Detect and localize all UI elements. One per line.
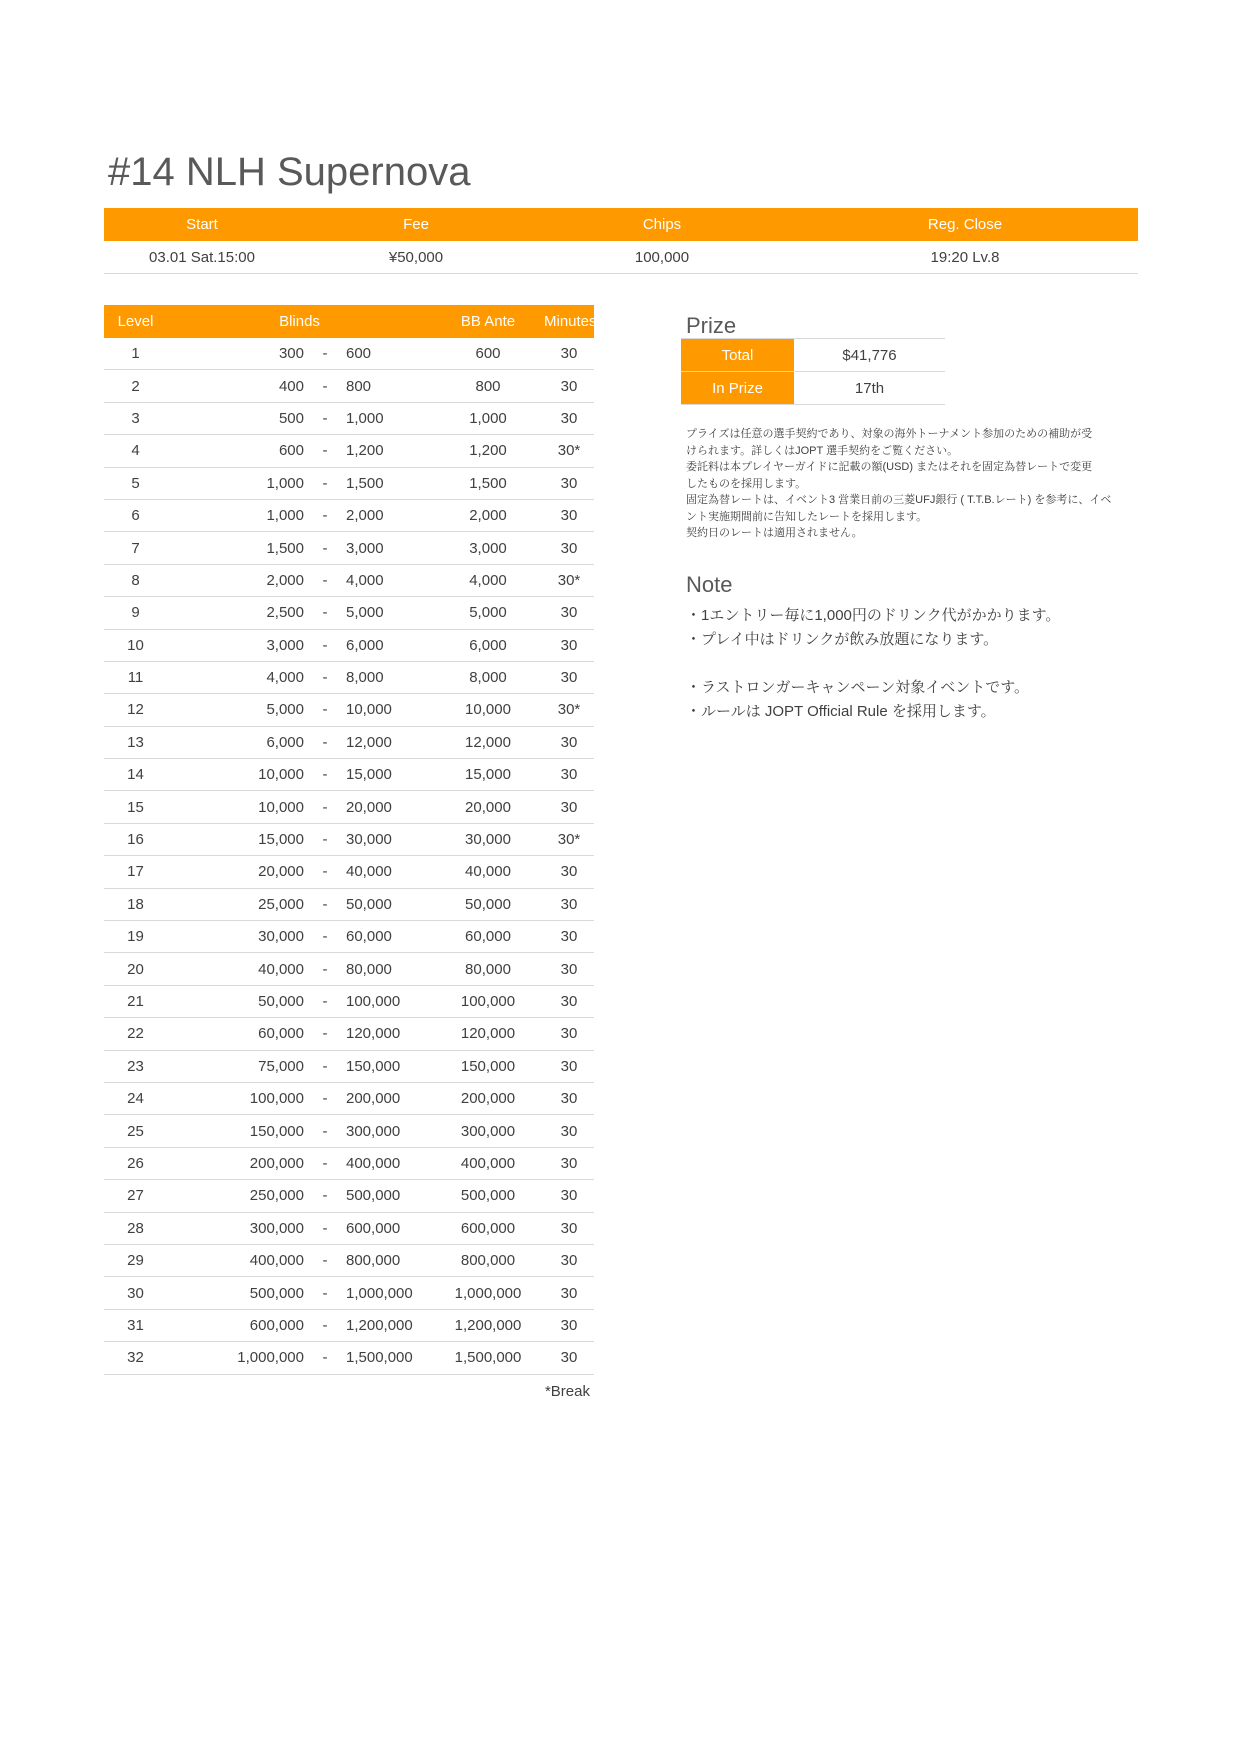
small-blind-cell: 5,000 xyxy=(266,701,304,719)
blind-level-row xyxy=(104,1051,594,1083)
note-line: ・1エントリー毎に1,000円のドリンク代がかかります。 xyxy=(686,607,1061,624)
big-blind-cell: 500,000 xyxy=(346,1187,401,1205)
small-blind-cell: 4,000 xyxy=(266,669,304,687)
big-blind-cell: 3,000 xyxy=(346,539,384,557)
small-blind-cell: 1,000,000 xyxy=(237,1349,304,1367)
minutes-cell: 30 xyxy=(560,1284,578,1302)
prize-note-line: けられます。詳しくはJOPT 選手契約をご覧ください。 xyxy=(686,444,959,457)
level-cell: 11 xyxy=(127,669,144,687)
ante-cell: 20,000 xyxy=(465,798,511,816)
minutes-cell: 30 xyxy=(560,345,578,363)
blind-level-row xyxy=(104,1213,594,1245)
big-blind-cell: 600 xyxy=(346,345,372,363)
blind-level-row xyxy=(104,1245,594,1277)
blind-separator: - xyxy=(322,798,328,816)
minutes-cell: 30 xyxy=(560,1057,578,1075)
ante-cell: 15,000 xyxy=(465,766,511,784)
blind-separator: - xyxy=(322,701,328,719)
minutes-cell: 30 xyxy=(560,1025,578,1043)
ante-cell: 6,000 xyxy=(469,636,507,654)
blind-separator: - xyxy=(322,863,328,881)
level-cell: 29 xyxy=(127,1252,144,1270)
level-cell: 15 xyxy=(127,798,144,816)
minutes-cell: 30 xyxy=(560,1219,578,1237)
level-cell: 12 xyxy=(127,701,144,719)
blind-level-row xyxy=(104,500,594,532)
prize-label: Total xyxy=(681,339,794,371)
blind-level-row xyxy=(104,1342,594,1374)
ante-cell: 30,000 xyxy=(465,831,511,849)
ante-cell: 120,000 xyxy=(460,1025,516,1043)
note-spacer xyxy=(686,652,1126,676)
ante-cell: 600,000 xyxy=(460,1219,516,1237)
blind-level-row xyxy=(104,791,594,823)
note-body xyxy=(686,604,1126,724)
level-cell: 23 xyxy=(127,1057,144,1075)
big-blind-cell: 400,000 xyxy=(346,1154,401,1172)
prize-table xyxy=(681,339,945,405)
big-blind-cell: 800 xyxy=(346,377,372,395)
big-blind-cell: 20,000 xyxy=(346,798,392,816)
prize-note-line: したものを採用します。 xyxy=(686,477,807,490)
level-cell: 20 xyxy=(127,960,144,978)
blind-separator: - xyxy=(322,1090,328,1108)
minutes-cell: 30 xyxy=(560,539,578,557)
big-blind-cell: 1,500,000 xyxy=(346,1349,413,1367)
ante-cell: 600 xyxy=(475,345,501,363)
big-blind-cell: 300,000 xyxy=(346,1122,401,1140)
level-cell: 7 xyxy=(131,539,140,557)
big-blind-cell: 12,000 xyxy=(346,733,392,751)
fee-header: Fee xyxy=(403,216,429,233)
minutes-cell: 30 xyxy=(560,733,578,751)
prize-label: In Prize xyxy=(681,372,794,404)
minutes-cell: 30* xyxy=(557,571,581,589)
ante-cell: 50,000 xyxy=(465,895,511,913)
blind-level-row xyxy=(104,370,594,402)
ante-cell: 1,500 xyxy=(469,474,507,492)
prize-row-total xyxy=(681,339,945,372)
ante-cell: 3,000 xyxy=(469,539,507,557)
blind-level-row xyxy=(104,597,594,629)
small-blind-cell: 300,000 xyxy=(249,1219,304,1237)
big-blind-cell: 4,000 xyxy=(346,571,384,589)
blind-level-row xyxy=(104,338,594,370)
minutes-cell: 30 xyxy=(560,766,578,784)
blind-separator: - xyxy=(322,766,328,784)
level-cell: 4 xyxy=(131,442,140,460)
minutes-header: Minutes xyxy=(544,313,597,330)
ante-cell: 12,000 xyxy=(465,733,511,751)
small-blind-cell: 400,000 xyxy=(249,1252,304,1270)
big-blind-cell: 2,000 xyxy=(346,507,384,525)
big-blind-cell: 8,000 xyxy=(346,669,384,687)
minutes-cell: 30 xyxy=(560,960,578,978)
small-blind-cell: 600 xyxy=(278,442,304,460)
level-cell: 2 xyxy=(131,377,140,395)
fee-value: ¥50,000 xyxy=(388,248,444,266)
blind-level-row xyxy=(104,889,594,921)
event-info-header xyxy=(104,208,1138,241)
small-blind-cell: 1,500 xyxy=(266,539,304,557)
ante-cell: 150,000 xyxy=(460,1057,516,1075)
blind-separator: - xyxy=(322,1057,328,1075)
big-blind-cell: 1,200 xyxy=(346,442,384,460)
blind-separator: - xyxy=(322,442,328,460)
small-blind-cell: 75,000 xyxy=(258,1057,304,1075)
level-cell: 22 xyxy=(127,1025,144,1043)
minutes-cell: 30 xyxy=(560,1187,578,1205)
minutes-cell: 30 xyxy=(560,863,578,881)
ante-cell: 500,000 xyxy=(460,1187,516,1205)
small-blind-cell: 1,000 xyxy=(266,474,304,492)
level-cell: 30 xyxy=(127,1284,144,1302)
blind-separator: - xyxy=(322,1219,328,1237)
blind-level-row xyxy=(104,856,594,888)
level-cell: 25 xyxy=(127,1122,144,1140)
ante-cell: 2,000 xyxy=(469,507,507,525)
prize-note-line: 委託料は本プレイヤーガイドに記載の額(USD) またはそれを固定為替レートで変更 xyxy=(686,461,1093,473)
small-blind-cell: 2,000 xyxy=(266,571,304,589)
blind-separator: - xyxy=(322,539,328,557)
minutes-cell: 30 xyxy=(560,993,578,1010)
ante-cell: 1,200,000 xyxy=(454,1316,522,1334)
minutes-cell: 30 xyxy=(560,928,578,946)
minutes-cell: 30 xyxy=(560,636,578,654)
note-title: Note xyxy=(686,572,733,597)
minutes-cell: 30 xyxy=(560,1090,578,1108)
small-blind-cell: 25,000 xyxy=(258,895,304,913)
big-blind-cell: 120,000 xyxy=(346,1025,401,1043)
blind-separator: - xyxy=(322,345,328,363)
note-line: ・ラストロンガーキャンペーン対象イベントです。 xyxy=(686,679,1030,696)
blind-level-row xyxy=(104,630,594,662)
level-cell: 10 xyxy=(127,636,144,654)
level-cell: 26 xyxy=(127,1154,144,1172)
minutes-cell: 30 xyxy=(560,1122,578,1140)
blind-separator: - xyxy=(322,636,328,654)
break-legend: *Break xyxy=(544,1383,590,1400)
event-info-table xyxy=(104,208,1138,274)
page-title: #14 NLH Supernova xyxy=(108,150,471,194)
blind-separator: - xyxy=(322,1187,328,1205)
minutes-cell: 30 xyxy=(560,507,578,525)
blind-level-row xyxy=(104,1148,594,1180)
level-cell: 31 xyxy=(127,1316,144,1334)
level-cell: 16 xyxy=(127,831,144,849)
small-blind-cell: 200,000 xyxy=(249,1154,304,1172)
minutes-cell: 30 xyxy=(560,1154,578,1172)
small-blind-cell: 50,000 xyxy=(258,993,304,1010)
minutes-cell: 30* xyxy=(557,442,581,460)
blind-separator: - xyxy=(322,377,328,395)
level-header: Level xyxy=(117,313,154,330)
blind-level-row xyxy=(104,468,594,500)
big-blind-cell: 5,000 xyxy=(346,604,384,622)
blind-level-row xyxy=(104,1277,594,1309)
big-blind-cell: 1,500 xyxy=(346,474,384,492)
ante-cell: 1,000 xyxy=(469,409,507,427)
level-cell: 14 xyxy=(127,766,144,784)
small-blind-cell: 40,000 xyxy=(258,960,304,978)
small-blind-cell: 250,000 xyxy=(249,1187,304,1205)
minutes-cell: 30 xyxy=(560,798,578,816)
prize-title: Prize xyxy=(686,313,737,338)
blind-separator: - xyxy=(322,409,328,427)
level-cell: 32 xyxy=(127,1349,144,1367)
small-blind-cell: 3,000 xyxy=(266,636,304,654)
minutes-cell: 30 xyxy=(560,409,578,427)
minutes-cell: 30 xyxy=(560,474,578,492)
big-blind-cell: 1,000 xyxy=(346,409,384,427)
blind-separator: - xyxy=(322,928,328,946)
ante-cell: 4,000 xyxy=(469,571,507,589)
ante-cell: 100,000 xyxy=(460,993,516,1010)
small-blind-cell: 20,000 xyxy=(258,863,304,881)
blind-table-header xyxy=(104,305,597,338)
level-cell: 28 xyxy=(127,1219,144,1237)
minutes-cell: 30 xyxy=(560,1252,578,1270)
prize-notes xyxy=(686,426,1132,542)
small-blind-cell: 10,000 xyxy=(258,766,304,784)
level-cell: 8 xyxy=(131,571,140,589)
blind-level-row xyxy=(104,759,594,791)
reg-close-header: Reg. Close xyxy=(927,216,1003,233)
blind-separator: - xyxy=(322,1284,328,1302)
blind-separator: - xyxy=(322,993,328,1010)
blind-separator: - xyxy=(322,895,328,913)
blind-separator: - xyxy=(322,474,328,492)
level-cell: 5 xyxy=(131,474,140,492)
big-blind-cell: 1,200,000 xyxy=(346,1316,413,1334)
minutes-cell: 30* xyxy=(557,701,581,719)
small-blind-cell: 60,000 xyxy=(258,1025,304,1043)
small-blind-cell: 600,000 xyxy=(249,1316,304,1334)
ante-cell: 1,200 xyxy=(469,442,507,460)
big-blind-cell: 15,000 xyxy=(346,766,392,784)
big-blind-cell: 200,000 xyxy=(346,1090,401,1108)
big-blind-cell: 40,000 xyxy=(346,863,392,881)
blind-level-row xyxy=(104,532,594,564)
prize-note-line: ント実施期間前に告知したレートを採用します。 xyxy=(686,510,928,523)
reg-close-value: 19:20 Lv.8 xyxy=(930,248,1000,266)
chips-value: 100,000 xyxy=(634,248,690,266)
level-cell: 24 xyxy=(127,1090,144,1108)
small-blind-cell: 30,000 xyxy=(258,928,304,946)
minutes-cell: 30 xyxy=(560,1316,578,1334)
level-cell: 17 xyxy=(127,863,144,881)
blind-level-row xyxy=(104,1115,594,1147)
blind-separator: - xyxy=(322,733,328,751)
note-line: ・ルールは JOPT Official Rule を採用します。 xyxy=(686,703,996,720)
blind-separator: - xyxy=(322,1316,328,1334)
ante-cell: 60,000 xyxy=(465,928,511,946)
prize-note-line: 契約日のレートは適用されません。 xyxy=(686,527,863,539)
big-blind-cell: 30,000 xyxy=(346,831,392,849)
big-blind-cell: 100,000 xyxy=(346,993,401,1010)
small-blind-cell: 6,000 xyxy=(266,733,304,751)
blind-separator: - xyxy=(322,1122,328,1140)
ante-cell: 10,000 xyxy=(465,701,511,719)
prize-value: 17th xyxy=(854,379,885,397)
big-blind-cell: 6,000 xyxy=(346,636,384,654)
small-blind-cell: 1,000 xyxy=(266,507,304,525)
prize-value: $41,776 xyxy=(842,346,897,364)
blind-level-row xyxy=(104,1083,594,1115)
blind-level-row xyxy=(104,403,594,435)
small-blind-cell: 500 xyxy=(278,409,304,427)
level-cell: 1 xyxy=(131,345,140,363)
minutes-cell: 30 xyxy=(560,604,578,622)
note-line: ・プレイ中はドリンクが飲み放題になります。 xyxy=(686,631,999,648)
blind-level-row xyxy=(104,921,594,953)
blind-separator: - xyxy=(322,1349,328,1367)
big-blind-cell: 600,000 xyxy=(346,1219,401,1237)
blind-structure-table xyxy=(104,305,597,1375)
level-cell: 3 xyxy=(131,409,140,427)
blind-level-row xyxy=(104,1310,594,1342)
big-blind-cell: 80,000 xyxy=(346,960,392,978)
minutes-cell: 30 xyxy=(560,377,578,395)
blind-separator: - xyxy=(322,669,328,687)
ante-cell: 5,000 xyxy=(469,604,507,622)
ante-cell: 400,000 xyxy=(460,1154,516,1172)
blind-level-row xyxy=(104,1018,594,1050)
blind-table-body xyxy=(104,338,594,1375)
blind-separator: - xyxy=(322,1154,328,1172)
blind-level-row xyxy=(104,824,594,856)
blind-separator: - xyxy=(322,571,328,589)
level-cell: 21 xyxy=(127,993,144,1010)
big-blind-cell: 150,000 xyxy=(346,1057,401,1075)
minutes-cell: 30 xyxy=(560,1349,578,1367)
ante-cell: 1,000,000 xyxy=(454,1284,522,1302)
ante-cell: 40,000 xyxy=(465,863,511,881)
start-header: Start xyxy=(186,216,218,233)
ante-cell: 300,000 xyxy=(460,1122,516,1140)
minutes-cell: 30 xyxy=(560,669,578,687)
level-cell: 9 xyxy=(131,604,140,622)
blinds-header: Blinds xyxy=(279,313,320,330)
big-blind-cell: 1,000,000 xyxy=(346,1284,413,1302)
blind-separator: - xyxy=(322,831,328,849)
small-blind-cell: 10,000 xyxy=(258,798,304,816)
blind-separator: - xyxy=(322,1252,328,1270)
chips-header: Chips xyxy=(642,216,682,233)
prize-note-line: 固定為替レートは、イベント3 営業日前の三菱UFJ銀行 ( T.T.B.レート) を参考に、イベ xyxy=(686,494,1112,506)
blind-level-row xyxy=(104,435,594,467)
ante-cell: 800 xyxy=(475,377,501,395)
start-value: 03.01 Sat.15:00 xyxy=(149,248,255,266)
blind-separator: - xyxy=(322,960,328,978)
small-blind-cell: 150,000 xyxy=(249,1122,304,1140)
level-cell: 27 xyxy=(127,1187,144,1205)
minutes-cell: 30* xyxy=(557,831,581,849)
event-info-values xyxy=(104,241,1138,274)
blind-level-row xyxy=(104,727,594,759)
level-cell: 6 xyxy=(131,507,140,525)
big-blind-cell: 60,000 xyxy=(346,928,392,946)
level-cell: 19 xyxy=(127,928,144,946)
blind-level-row xyxy=(104,986,594,1018)
level-cell: 18 xyxy=(127,895,144,913)
small-blind-cell: 500,000 xyxy=(249,1284,304,1302)
big-blind-cell: 10,000 xyxy=(346,701,392,719)
blind-level-row xyxy=(104,953,594,985)
small-blind-cell: 400 xyxy=(278,377,304,395)
blind-level-row xyxy=(104,565,594,597)
blind-level-row xyxy=(104,694,594,726)
small-blind-cell: 2,500 xyxy=(266,604,304,622)
blind-level-row xyxy=(104,1180,594,1212)
ante-cell: 8,000 xyxy=(469,669,507,687)
prize-note-line: プライズは任意の選手契約であり、対象の海外トーナメント参加のための補助が受 xyxy=(686,428,1093,440)
big-blind-cell: 800,000 xyxy=(346,1252,401,1270)
blind-level-row xyxy=(104,662,594,694)
ante-header: BB Ante xyxy=(460,313,516,330)
blind-separator: - xyxy=(322,1025,328,1043)
blind-separator: - xyxy=(322,507,328,525)
prize-row-in-prize xyxy=(681,372,945,405)
small-blind-cell: 100,000 xyxy=(249,1090,304,1108)
blind-separator: - xyxy=(322,604,328,622)
small-blind-cell: 300 xyxy=(278,345,304,363)
big-blind-cell: 50,000 xyxy=(346,895,392,913)
small-blind-cell: 15,000 xyxy=(258,831,304,849)
ante-cell: 200,000 xyxy=(460,1090,516,1108)
level-cell: 13 xyxy=(127,733,144,751)
ante-cell: 80,000 xyxy=(465,960,511,978)
minutes-cell: 30 xyxy=(560,895,578,913)
ante-cell: 800,000 xyxy=(460,1252,516,1270)
ante-cell: 1,500,000 xyxy=(454,1349,522,1367)
